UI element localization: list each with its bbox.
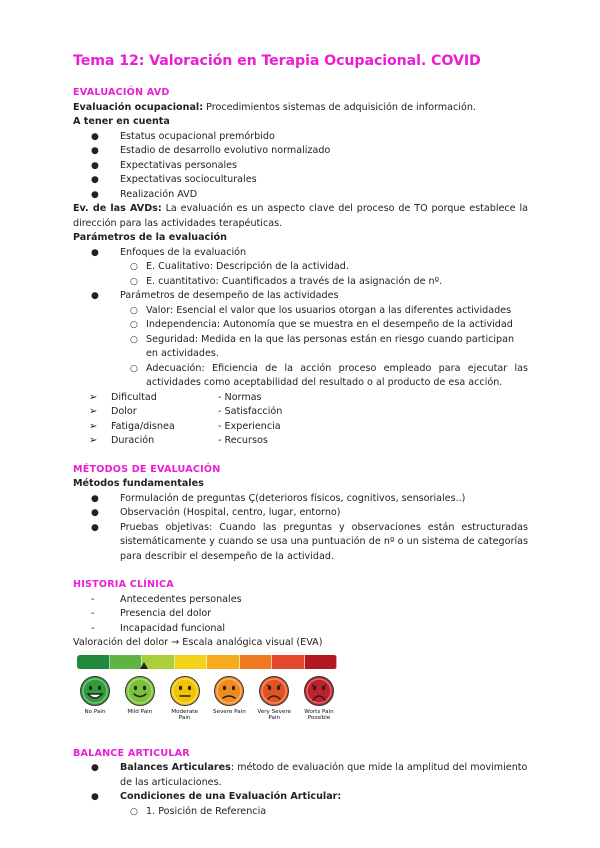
- list-item: [73, 521, 528, 565]
- pain-face-label: Mild Pain: [127, 708, 153, 715]
- arrow-bullet-icon: ➢: [89, 435, 98, 446]
- eval-ocupacional-label: Evaluación ocupacional:: [73, 101, 204, 113]
- dash-item-text: Presencia del dolor: [120, 608, 212, 619]
- face-icon: [303, 675, 335, 707]
- eva-bar-segment: [272, 655, 305, 669]
- list-item: [73, 130, 528, 145]
- arrow-item-b: - Satisfacción: [218, 406, 283, 417]
- arrow-item-a: Duración: [111, 435, 155, 446]
- bullet-icon: ●: [91, 146, 99, 156]
- eva-pointer-icon: [140, 662, 148, 669]
- page-title: Tema 12: Valoración en Terapia Ocupacional. COVID: [73, 53, 481, 69]
- sub-list-item: [73, 805, 528, 820]
- list-item: [73, 173, 528, 188]
- eva-bar-segment: [77, 655, 110, 669]
- list-item: [73, 289, 528, 304]
- pain-face: [167, 675, 203, 722]
- arrow-bullet-icon: ➢: [89, 420, 98, 432]
- sub-list-item: [73, 362, 528, 391]
- circle-bullet-icon: ○: [130, 806, 138, 817]
- arrow-item-a: Dolor: [111, 406, 137, 417]
- face-icon: [169, 675, 201, 707]
- list-item: [73, 761, 528, 790]
- pain-faces-row: [77, 675, 337, 722]
- eva-bar-segment: [110, 655, 143, 669]
- dash-item: [73, 593, 528, 608]
- bullet-icon: ●: [91, 763, 99, 773]
- tener-en-cuenta-label: A tener en cuenta: [73, 116, 170, 127]
- list-item-text: Adecuación: Eficiencia de la acción proceso empleado para ejecutar las actividades como aceptabilidad del resultado o al producto de esa acción.: [146, 362, 528, 388]
- balance-text: : método de evaluación que mide la amplitud del movimiento de las articulaciones.: [120, 762, 528, 788]
- tener-list: [73, 130, 528, 203]
- pain-face: [77, 675, 113, 722]
- circle-bullet-icon: ○: [130, 305, 138, 316]
- bullet-icon: ●: [91, 522, 99, 533]
- bullet-icon: ●: [91, 508, 99, 518]
- list-item-text: Parámetros de desempeño de las actividades: [120, 290, 339, 301]
- face-icon: [213, 675, 245, 707]
- face-icon: [258, 675, 290, 707]
- list-item: [73, 144, 528, 159]
- condiciones-label: Condiciones de una Evaluación Articular:: [120, 791, 342, 802]
- bullet-icon: ●: [91, 131, 99, 142]
- balance-list: [73, 761, 528, 819]
- dash-item-text: Incapacidad funcional: [120, 622, 226, 634]
- arrow-item-a: Dificultad: [111, 391, 157, 403]
- bullet-icon: ●: [91, 189, 99, 200]
- arrow-row: [73, 434, 528, 449]
- parametros-list: [73, 246, 528, 391]
- list-item: [73, 246, 528, 261]
- parametros-label: Parámetros de la evaluación: [73, 232, 227, 243]
- list-item-text: Seguridad: Medida en la que las personas están en riesgo cuando participan en actividades.: [146, 333, 515, 359]
- pain-face-label: No Pain: [84, 708, 106, 715]
- dash-marker: -: [91, 622, 95, 634]
- pain-face-label: Very Severe Pain: [257, 708, 291, 721]
- metodos-list: [73, 492, 528, 565]
- arrow-row: [73, 405, 528, 420]
- list-item: [73, 790, 528, 805]
- list-item-text: Estatus ocupacional premórbido: [120, 130, 275, 142]
- circle-bullet-icon: ○: [130, 334, 138, 345]
- face-icon: [79, 675, 111, 707]
- arrow-bullet-icon: ➢: [89, 406, 98, 417]
- face-icon: [124, 675, 156, 707]
- pain-face: [301, 675, 337, 722]
- eva-color-bar: [77, 655, 337, 669]
- sub-list-item: [73, 318, 528, 333]
- section-heading-metodos: MÉTODOS DE EVALUACIÓN: [73, 463, 221, 475]
- list-item-text: 1. Posición de Referencia: [146, 805, 267, 817]
- dash-marker: -: [91, 608, 95, 619]
- section-heading-balance: BALANCE ARTICULAR: [73, 747, 190, 759]
- arrow-item-b: - Recursos: [218, 435, 268, 446]
- circle-bullet-icon: ○: [130, 363, 138, 374]
- eva-caption: Valoración del dolor → Escala analógica visual (EVA): [73, 637, 323, 648]
- balance-label: Balances Articulares: [120, 762, 231, 773]
- bullet-icon: ●: [91, 291, 99, 301]
- list-item-text: Enfoques de la evaluación: [120, 246, 247, 258]
- circle-bullet-icon: ○: [130, 276, 138, 287]
- bullet-icon: ●: [91, 493, 99, 504]
- pain-face-label: Severe Pain: [212, 708, 246, 715]
- list-item-text: Formulación de preguntas Ç(deterioros físicos, cognitivos, sensoriales..): [120, 492, 466, 504]
- dash-item: [73, 607, 528, 622]
- arrow-item-b: - Normas: [218, 391, 262, 403]
- arrow-bullet-icon: ➢: [89, 391, 98, 403]
- eval-ocupacional-line: [73, 101, 528, 116]
- bullet-icon: ●: [91, 175, 99, 185]
- list-item-text: Observación (Hospital, centro, lugar, entorno): [120, 507, 341, 518]
- list-item-text: E. Cualitativo: Descripción de la actividad.: [146, 261, 349, 272]
- eva-bar-segment: [207, 655, 240, 669]
- ev-avds-paragraph: [73, 202, 528, 231]
- arrow-row: [73, 391, 528, 406]
- bullet-icon: ●: [91, 247, 99, 258]
- list-item: [73, 188, 528, 203]
- bullet-icon: ●: [91, 160, 99, 171]
- circle-bullet-icon: ○: [130, 262, 138, 272]
- sub-list-item: [73, 304, 528, 319]
- pain-face: [211, 675, 247, 722]
- list-item: [73, 506, 528, 521]
- metodos-fundamentales-label: Métodos fundamentales: [73, 478, 204, 489]
- sub-list-item: [73, 333, 528, 362]
- list-item-text: Independencia: Autonomía que se muestra en el desempeño de la actividad: [146, 319, 513, 330]
- section-heading-avd: EVALUACIÓN AVD: [73, 87, 170, 98]
- dash-item-text: Antecedentes personales: [120, 593, 242, 605]
- pain-face-label: Moderate Pain: [171, 708, 198, 721]
- eva-pain-scale: [77, 655, 337, 737]
- sub-list-item: [73, 260, 528, 275]
- pain-face: [122, 675, 158, 722]
- list-item: [73, 159, 528, 174]
- dash-marker: -: [91, 593, 95, 605]
- list-item-text: E. cuantitativo: Cuantificados a través de la asignación de nº.: [146, 275, 443, 287]
- arrow-item-b: - Experiencia: [218, 420, 281, 432]
- eva-bar-segment: [175, 655, 208, 669]
- circle-bullet-icon: ○: [130, 320, 138, 330]
- list-item-text: Expectativas personales: [120, 159, 238, 171]
- dash-item: [73, 622, 528, 637]
- list-item: [73, 492, 528, 507]
- arrow-item-a: Fatiga/disnea: [111, 420, 175, 432]
- ev-avds-text: La evaluación es un aspecto clave del proceso de TO porque establece la dirección para las actividades terapéuticas.: [73, 203, 529, 229]
- sub-list-item: [73, 275, 528, 290]
- pain-face: [256, 675, 292, 722]
- list-item-text: Valor: Esencial el valor que los usuarios otorgan a las diferentes actividades: [146, 304, 512, 316]
- list-item-text: Estadio de desarrollo evolutivo normalizado: [120, 145, 331, 156]
- list-item-text: Realización AVD: [120, 188, 198, 200]
- pain-face-label: Worts Pain Possible: [304, 708, 334, 721]
- list-item-text: Expectativas socioculturales: [120, 174, 257, 185]
- eva-bar-segment: [305, 655, 338, 669]
- list-item-text: Pruebas objetivas: Cuando las preguntas y observaciones están estructuradas sistemáticamente y cuando se usa una puntuación de nº o un sistema de categorías para describir el desempeño de la actividad.: [120, 521, 528, 562]
- eval-ocupacional-text: Procedimientos sistemas de adquisición de información.: [203, 101, 476, 113]
- arrow-row: [73, 420, 528, 435]
- eva-bar-segment: [240, 655, 273, 669]
- bullet-icon: ●: [91, 792, 99, 802]
- ev-avds-label: Ev. de las AVDs:: [73, 203, 162, 214]
- section-heading-historia: HISTORIA CLÍNICA: [73, 579, 174, 590]
